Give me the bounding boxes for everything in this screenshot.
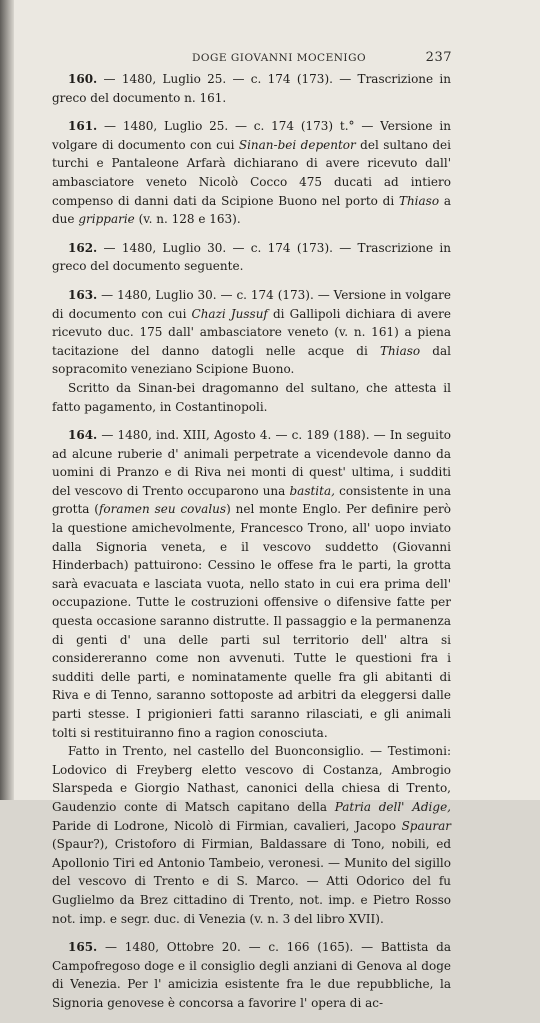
entry-text: — 1480, Luglio 30. — c. 174 (173). — Trascrizione in greco del documento seguente.: [52, 240, 451, 274]
entry-text: del sultano dei turchi e Pantaleone Arfarà dichiarano di avere ricevuto dall' ambasciatore veneto Nicolò Cocco 475 ducati ad intiero compenso di danni dati da Scipione Buono nel porto di: [52, 137, 451, 208]
document-entry: [52, 286, 451, 379]
entry-text: — 1480, Luglio 30. — c. 174 (173). — Versione in volgare di documento con cui: [52, 287, 451, 321]
entry-number: 165.: [68, 940, 98, 955]
entry-number: 161.: [68, 119, 98, 134]
italic-term: Spaurar: [401, 818, 451, 833]
italic-term: Patria dell' Adige,: [334, 799, 451, 814]
running-title: DOGE GIOVANNI MOCENIGO: [192, 52, 367, 64]
document-entry: [52, 70, 451, 107]
italic-term: foramen seu covalus: [98, 502, 227, 517]
entry-text: — 1480, ind. XIII, Agosto 4. — c. 189 (188). — In seguito ad alcune ruberie d' animali perpetrate a vicendevole danno da uomini di Pranzo e di Riva nei monti di quest' ultima, i sudditi del vescovo di Trento occuparono una: [52, 428, 451, 498]
entry-text: Paride di Lodrone, Nicolò di Firmian, cavalieri, Jacopo: [52, 818, 402, 833]
italic-term: Chazi Jussuf: [191, 306, 268, 321]
entry-continuation: [52, 742, 451, 928]
entry-text: (v. n. 128 e 163).: [134, 212, 241, 227]
book-spine-shadow: [0, 0, 14, 800]
running-header: [52, 50, 452, 66]
entry-number: 163.: [68, 287, 98, 302]
entry-text: consistente in una grotta (: [52, 483, 452, 517]
document-body: [52, 70, 451, 1023]
italic-term: Sinan-bei depentor: [238, 137, 356, 152]
entry-number: 164.: [68, 428, 98, 443]
entry-text: dal sopracomito veneziano Scipione Buono.: [52, 343, 451, 377]
entry-text: Fatto in Trento, nel castello del Buonconsiglio. — Testimoni: Lodovico di Freyberg eletto vescovo di Costanza, Ambrogio Slarspeda e Giorgio Nathast, canonici della chiesa di Trento, Gaudenzio conte di Matsch capitano della: [52, 744, 451, 814]
entry-text: — 1480, Luglio 25. — c. 174 (173) t.° — Versione in volgare di documento con cui: [52, 119, 451, 152]
page-number: 237: [425, 50, 452, 65]
entry-text: ) nel monte Englo. Per definire però la questione amichevolmente, Francesco Trono, all' uopo inviato dalla Signoria veneta, e il vescovo suddetto (Giovanni Hinderbach) pattuirono: Cessino le offese fra le parti, la grotta sarà evacuata e lasciata vuota, nello stato in cui era prima dell' occupazione. Tutte le costruzioni offensive o difensive fatte per questa occasione saranno distrutte. Il passaggio e la permanenza di genti d' una delle parti sul territorio dell' altra si considereranno come non avvenuti. Tutte le questioni fra i sudditi delle parti, e nominatamente quelle fra gli abitanti di Riva e di Tenno, saranno sottoposte ad arbitri da eleggersi dalle parti stesse. I prigionieri fatti saranno rilasciati, e gli animali tolti si restituiranno fino a ragion conosciuta.: [52, 502, 451, 740]
entry-number: 162.: [68, 240, 98, 255]
entry-continuation: [52, 379, 451, 416]
entry-text: — 1480, Ottobre 20. — c. 166 (165). — Battista da Campofregoso doge e il consiglio degli anziani di Genova al doge di Venezia. Per l' amicizia esistente fra le due repubbliche, la Signoria genovese è concorsa a favorire l' opera di ac-: [52, 940, 451, 1010]
italic-term: gripparie: [78, 212, 135, 227]
entry-text: di Gallipoli dichiara di avere ricevuto duc. 175 dall' ambasciatore veneto (v. n. 161) a piena tacitazione del danno datogli nelle acque di: [52, 306, 451, 358]
entry-text: Scritto da Sinan-bei dragomanno del sultano, che attesta il fatto pagamento, in Costantinopoli.: [52, 380, 451, 414]
italic-term: bastita,: [289, 483, 335, 498]
italic-term: Thiaso: [380, 343, 421, 358]
document-entry: [52, 426, 451, 742]
entry-text: a due: [52, 193, 451, 227]
italic-term: Thiaso: [398, 193, 440, 208]
document-entry: [52, 938, 451, 1012]
document-entry: [52, 117, 451, 229]
entry-text: — 1480, Luglio 25. — c. 174 (173). — Trascrizione in greco del documento n. 161.: [52, 72, 451, 105]
document-entry: [52, 239, 451, 276]
entry-number: 160.: [68, 72, 98, 86]
entry-text: (Spaur?), Cristoforo di Firmian, Baldassare di Tono, nobili, ed Apollonio Tiri ed Antonio Tambeio, veronesi. — Munito del sigillo del vescovo di Trento e di S. Marco. — Atti Odorico del fu Guglielmo da Brez cittadino di Trento, not. imp. e Pietro Rosso not. imp. e segr. duc. di Venezia (v. n. 3 del libro XVII).: [52, 837, 451, 926]
